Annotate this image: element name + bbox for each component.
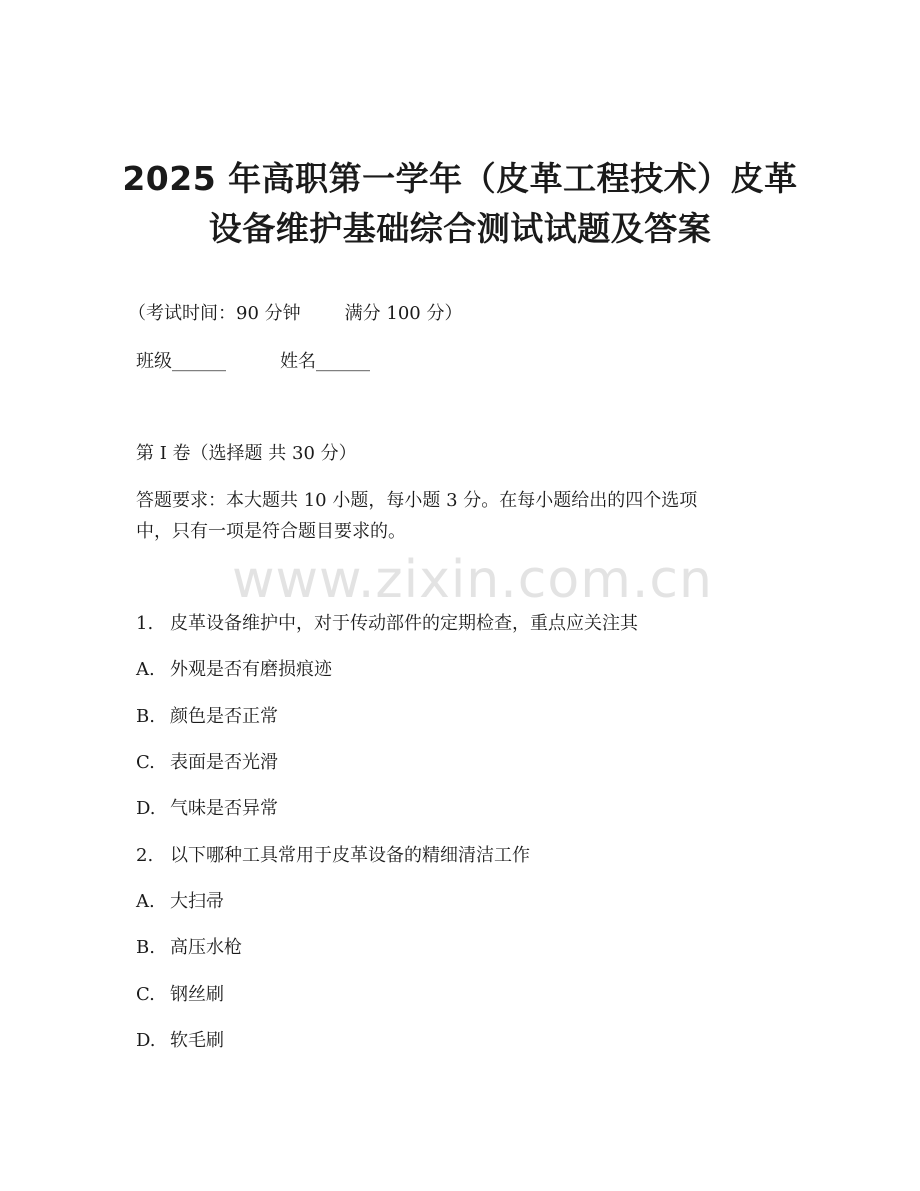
question-number: 2. [136, 845, 154, 866]
option-letter: B. [136, 937, 155, 958]
name-field: 姓名______ [280, 351, 370, 372]
option-text: 外观是否有磨损痕迹 [170, 659, 332, 680]
question-2-option-a [136, 888, 224, 916]
question-2-option-d [136, 1027, 224, 1055]
option-letter: C. [136, 984, 155, 1005]
option-letter: B. [136, 706, 155, 727]
exam-info [128, 300, 462, 328]
document-title-line-1: 2025 年高职第一学年（皮革工程技术）皮革 [122, 159, 798, 198]
watermark: www.zixin.com.cn [232, 550, 713, 610]
option-text: 表面是否光滑 [170, 752, 278, 773]
option-letter: D. [136, 798, 156, 819]
option-letter: C. [136, 752, 155, 773]
question-1-option-b [136, 703, 278, 731]
option-text: 高压水枪 [170, 937, 242, 958]
option-letter: D. [136, 1030, 156, 1051]
question-1-option-c [136, 749, 278, 777]
question-1-option-a [136, 656, 332, 684]
student-info [136, 348, 370, 376]
document-title-line-2: 设备维护基础综合测试试题及答案 [208, 209, 712, 248]
question-1 [136, 610, 638, 638]
option-text: 钢丝刷 [170, 984, 224, 1005]
requirement-line-2: 中，只有一项是符合题目要求的。 [136, 521, 406, 542]
question-number: 1. [136, 613, 154, 634]
question-2-option-c [136, 981, 224, 1009]
section-title: 第 I 卷（选择题 共 30 分） [136, 443, 357, 464]
question-1-option-d [136, 795, 278, 823]
requirement-line-1: 答题要求：本大题共 10 小题，每小题 3 分。在每小题给出的四个选项 [136, 490, 698, 511]
question-2 [136, 842, 530, 870]
option-text: 颜色是否正常 [170, 706, 278, 727]
option-letter: A. [136, 659, 155, 680]
option-text: 气味是否异常 [170, 798, 278, 819]
question-text: 以下哪种工具常用于皮革设备的精细清洁工作 [170, 845, 530, 866]
option-text: 大扫帚 [170, 891, 224, 912]
option-text: 软毛刷 [170, 1030, 224, 1051]
option-letter: A. [136, 891, 155, 912]
question-2-option-b [136, 934, 242, 962]
full-score: 满分 100 分） [344, 303, 463, 324]
class-field: 班级______ [136, 351, 226, 372]
exam-time: （考试时间：90 分钟 [128, 303, 301, 324]
question-text: 皮革设备维护中，对于传动部件的定期检查，重点应关注其 [170, 613, 638, 634]
